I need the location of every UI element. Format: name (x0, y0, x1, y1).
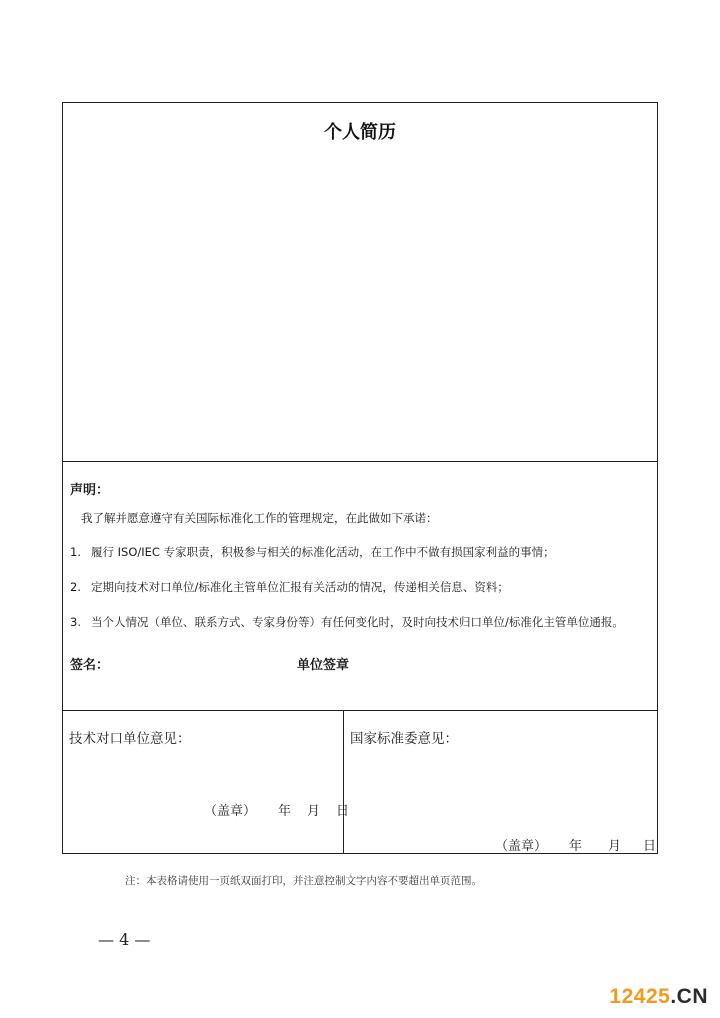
seal-label: （盖章） (495, 839, 548, 854)
declaration-section (63, 462, 657, 711)
site-watermark-logo (609, 985, 708, 1009)
day-label: 日 (336, 804, 350, 819)
declaration-item (70, 544, 555, 560)
declaration-intro: 我了解并愿意遵守有关国际标准化工作的管理规定，在此做如下承诺： (81, 511, 438, 525)
year-label: 年 (278, 804, 292, 819)
footnote: 注：本表格请使用一页纸双面打印，并注意控制文字内容不要超出单页范围。 (125, 875, 482, 887)
opinions-section (63, 711, 657, 853)
declaration-item (70, 614, 624, 630)
declaration-item-number: 3. (70, 615, 81, 629)
resume-section (63, 103, 657, 462)
unit-seal-label: 单位签章 (297, 658, 350, 673)
declaration-item-text: 履行 ISO/IEC 专家职责，积极参与相关的标准化活动，在工作中不做有损国家利益的事情； (91, 545, 555, 559)
declaration-item-number: 1. (70, 545, 81, 559)
signature-label: 签名： (70, 658, 110, 673)
resume-title: 个人简历 (324, 122, 396, 143)
month-label: 月 (307, 804, 321, 819)
national-standards-committee-opinion-label: 国家标准委意见： (350, 731, 458, 747)
technical-counterpart-opinion-label: 技术对口单位意见： (69, 731, 191, 747)
watermark-number: 12425 (609, 985, 671, 1008)
seal-date-line (204, 800, 349, 819)
application-form-table (62, 102, 658, 854)
day-label: 日 (643, 839, 657, 854)
declaration-item-text: 当个人情况（单位、联系方式、专家身份等）有任何变化时，及时向技术归口单位/标准化主管单位通报。 (91, 615, 624, 629)
seal-label: （盖章） (204, 804, 257, 819)
declaration-heading: 声明： (70, 483, 110, 498)
declaration-item-text: 定期向技术对口单位/标准化主管单位汇报有关活动的情况，传递相关信息、资料； (91, 580, 509, 594)
technical-counterpart-opinion-cell (63, 711, 350, 853)
page-number: — 4 — (98, 930, 151, 949)
year-label: 年 (569, 839, 583, 854)
declaration-item-number: 2. (70, 580, 81, 594)
declaration-item (70, 579, 509, 595)
watermark-tld: .CN (670, 985, 708, 1008)
seal-date-line (495, 835, 656, 854)
month-label: 月 (608, 839, 622, 854)
national-standards-committee-opinion-cell (344, 711, 657, 853)
